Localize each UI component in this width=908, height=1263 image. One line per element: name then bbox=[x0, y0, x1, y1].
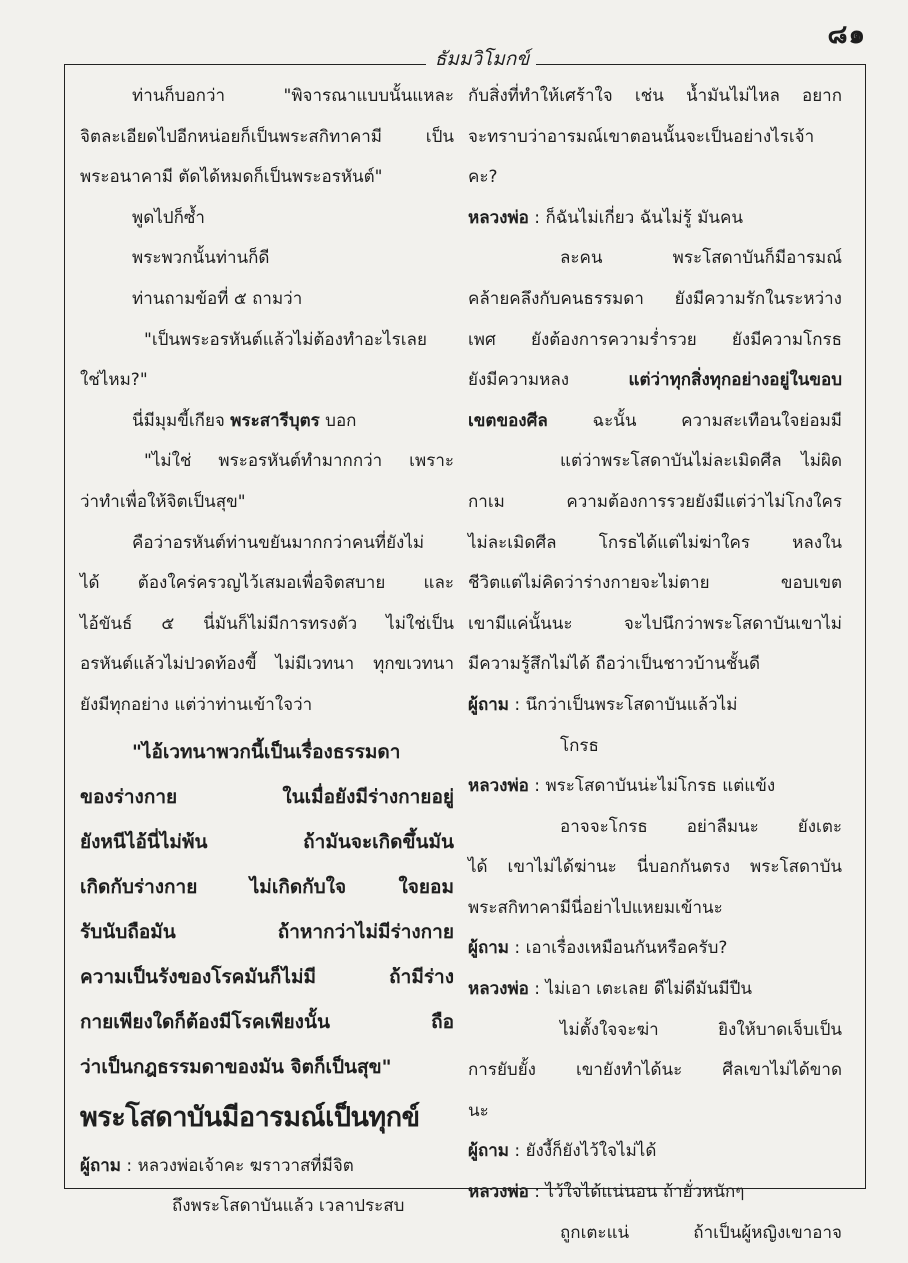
dialogue-line: อาจจะโกรธ อย่าลืมนะ ยังเตะ bbox=[560, 816, 842, 837]
dialogue-line bbox=[468, 928, 842, 969]
paragraph-line: ยังมีทุกอย่าง แต่ว่าท่านเข้าใจว่า bbox=[80, 694, 313, 715]
text-run: นี่มีมุมขี้เกียจ bbox=[132, 410, 231, 431]
speaker-label: ผู้ถาม bbox=[468, 1141, 510, 1162]
quote-line: กายเพียงใดก็ต้องมีโรคเพียงนั้น ถือ bbox=[80, 1010, 454, 1033]
dialogue-line bbox=[468, 969, 842, 1010]
quote-line: ความเป็นรังของโรคมันก็ไม่มี ถ้ามีร่าง bbox=[80, 965, 454, 988]
paragraph-line: เขามีแค่นั้นนะ จะไปนึกว่าพระโสดาบันเขาไม่ bbox=[468, 613, 842, 634]
paragraph-line: คือว่าอรหันต์ท่านขยันมากกว่าคนที่ยังไม่ bbox=[132, 532, 425, 553]
quote-line: "ไอ้เวทนาพวกนี้เป็นเรื่องธรรมดา bbox=[132, 740, 401, 763]
paragraph-line: พระสกิทาคามีนี่อย่าไปแหยมเข้านะ bbox=[468, 897, 723, 918]
bold-quote bbox=[80, 730, 454, 1090]
dialogue-text: นึกว่าเป็นพระโสดาบันแล้วไม่ bbox=[525, 694, 738, 715]
quote-line: เกิดกับร่างกาย ไม่เกิดกับใจ ใจยอม bbox=[80, 875, 454, 898]
paragraph-line: จะทราบว่าอารมณ์เขาตอนนั้นจะเป็นอย่างไรเจ้า bbox=[468, 126, 815, 147]
paragraph-line bbox=[468, 401, 842, 442]
paragraph-line: ท่านก็บอกว่า "พิจารณาแบบนั้นแหละ bbox=[132, 86, 454, 106]
speaker-separator: : bbox=[528, 207, 546, 228]
dialogue-line bbox=[468, 198, 842, 239]
quote-line: ยังหนีไอ้นี่ไม่พ้น ถ้ามันจะเกิดขึ้นมัน bbox=[80, 830, 454, 853]
dialogue-line: ถูกเตะแน่ ถ้าเป็นผู้หญิงเขาอาจ bbox=[560, 1222, 842, 1243]
paragraph-line: ท่านถามข้อที่ ๕ ถามว่า bbox=[132, 288, 303, 309]
bold-text-run: แต่ว่าทุกสิ่งทุกอย่างอยู่ในขอบ bbox=[628, 370, 842, 391]
paragraph-line: ได้ ต้องใคร่ครวญไว้เสมอเพื่อจิตสบาย และ bbox=[80, 573, 454, 594]
paragraph-line: การยับยั้ง เขายังทำได้นะ ศีลเขาไม่ได้ขาด bbox=[468, 1060, 842, 1081]
speaker-separator: : bbox=[528, 1182, 546, 1203]
dialogue-text: ไม่เอา เตะเลย ดีไม่ดีมันมีปืน bbox=[545, 979, 753, 1000]
paragraph-line: ชีวิตแต่ไม่คิดว่าร่างกายจะไม่ตาย ขอบเขต bbox=[468, 573, 842, 594]
right-column bbox=[468, 76, 842, 1253]
paragraph-line: พระอนาคามี ตัดได้หมดก็เป็นพระอรหันต์" bbox=[80, 167, 383, 188]
paragraph-line: เพศ ยังต้องการความร่ำรวย ยังมีความโกรธ bbox=[468, 329, 842, 350]
speaker-label: ผู้ถาม bbox=[80, 1155, 122, 1176]
paragraph-line: ว่าทำเพื่อให้จิตเป็นสุข" bbox=[80, 491, 246, 512]
text-run: ฉะนั้น ความสะเทือนใจย่อมมี bbox=[547, 410, 842, 431]
section-heading: พระโสดาบันมีอารมณ์เป็นทุกข์ bbox=[80, 1101, 420, 1133]
paragraph-line bbox=[468, 360, 842, 401]
quote-line: ว่าเป็นกฎธรรมดาของมัน จิตก็เป็นสุข" bbox=[80, 1055, 392, 1078]
paragraph-line: พูดไปก็ซ้ำ bbox=[132, 207, 205, 228]
text-run: ยังมีความหลง bbox=[468, 370, 629, 391]
page-number: ๘๑ bbox=[827, 20, 866, 50]
dialogue-line bbox=[468, 685, 842, 726]
paragraph-line: คล้ายคลึงกับคนธรรมดา ยังมีความรักในระหว่าง bbox=[468, 288, 842, 309]
speaker-separator: : bbox=[528, 979, 546, 1000]
speaker-label: หลวงพ่อ bbox=[468, 1182, 529, 1203]
paragraph-line: ได้ เขาไม่ได้ฆ่านะ นี่บอกกันตรง พระโสดาบัน bbox=[468, 857, 842, 878]
paragraph-line: คะ? bbox=[468, 167, 498, 188]
dialogue-text: ก็ฉันไม่เกี่ยว ฉันไม่รู้ มันคน bbox=[545, 207, 744, 228]
paragraph-line: แต่ว่าพระโสดาบันไม่ละเมิดศีล ไม่ผิด bbox=[560, 451, 842, 472]
running-title: ธัมมวิโมกข์ bbox=[434, 48, 530, 70]
dialogue-line: ละคน พระโสดาบันก็มีอารมณ์ bbox=[560, 248, 842, 269]
dialogue-line bbox=[468, 766, 842, 807]
dialogue-text: เอาเรื่องเหมือนกันหรือครับ? bbox=[525, 938, 728, 959]
dialogue-line bbox=[468, 1172, 842, 1213]
paragraph-line: จิตละเอียดไปอีกหน่อยก็เป็นพระสกิทาคามี เป็น bbox=[80, 126, 454, 147]
speaker-separator: : bbox=[509, 1141, 526, 1162]
bold-text-run: เขตของศีล bbox=[468, 410, 548, 431]
quote-line: ของร่างกาย ในเมื่อยังมีร่างกายอยู่ bbox=[80, 785, 454, 808]
dialogue-line: ถึงพระโสดาบันแล้ว เวลาประสบ bbox=[172, 1196, 405, 1217]
paragraph-line: กาเม ความต้องการรวยยังมีแต่ว่าไม่โกงใคร bbox=[468, 491, 842, 512]
paragraph-line: มีความรู้สึกไม่ได้ ถือว่าเป็นชาวบ้านชั้นดี bbox=[468, 654, 761, 675]
dialogue-line: โกรธ bbox=[560, 735, 599, 756]
speaker-label: หลวงพ่อ bbox=[468, 207, 529, 228]
speaker-label: หลวงพ่อ bbox=[468, 776, 529, 797]
paragraph-line: ไม่ละเมิดศีล โกรธได้แต่ไม่ฆ่าใคร หลงใน bbox=[468, 532, 842, 553]
dialogue-line: ไม่ตั้งใจจะฆ่า ยิงให้บาดเจ็บเป็น bbox=[560, 1019, 842, 1040]
left-column bbox=[80, 76, 454, 1227]
dialogue-text: ยังงี้ก็ยังไว้ใจไม่ได้ bbox=[525, 1141, 657, 1162]
dialogue-line bbox=[80, 1146, 454, 1187]
name-sariputta: พระสารีบุตร bbox=[230, 410, 320, 431]
dialogue-text: พระโสดาบันน่ะไม่โกรธ แต่แข้ง bbox=[545, 776, 776, 797]
dialogue-line bbox=[468, 1131, 842, 1172]
paragraph-line: "เป็นพระอรหันต์แล้วไม่ต้องทำอะไรเลย bbox=[144, 329, 427, 350]
speaker-label: ผู้ถาม bbox=[468, 938, 510, 959]
paragraph-line bbox=[80, 401, 454, 442]
speaker-separator: : bbox=[509, 694, 526, 715]
paragraph-line: กับสิ่งที่ทำให้เศร้าใจ เช่น น้ำมันไม่ไหล อยาก bbox=[468, 86, 842, 106]
text-run: บอก bbox=[319, 410, 357, 431]
paragraph-line: นะ bbox=[468, 1100, 489, 1121]
dialogue-text: หลวงพ่อเจ้าคะ ฆราวาสที่มีจิต bbox=[137, 1155, 354, 1176]
paragraph-line: ใช่ไหม?" bbox=[80, 370, 148, 391]
speaker-label: หลวงพ่อ bbox=[468, 979, 529, 1000]
speaker-separator: : bbox=[121, 1155, 138, 1176]
dialogue-text: ไว้ใจได้แน่นอน ถ้ายั่วหนักๆ bbox=[545, 1182, 745, 1203]
paragraph-line: พระพวกนั้นท่านก็ดี bbox=[132, 248, 270, 269]
speaker-separator: : bbox=[528, 776, 546, 797]
paragraph-line: อรหันต์แล้วไม่ปวดท้องขี้ ไม่มีเวทนา ทุกขเวทนา bbox=[80, 654, 454, 675]
speaker-separator: : bbox=[509, 938, 526, 959]
speaker-label: ผู้ถาม bbox=[468, 694, 510, 715]
paragraph-line: "ไม่ใช่ พระอรหันต์ทำมากกว่า เพราะ bbox=[144, 451, 454, 472]
paragraph-line: ไอ้ขันธ์ ๕ นี่มันก็ไม่มีการทรงตัว ไม่ใช่เป็น bbox=[80, 613, 454, 634]
quote-line: รับนับถือมัน ถ้าหากว่าไม่มีร่างกาย bbox=[80, 920, 454, 943]
